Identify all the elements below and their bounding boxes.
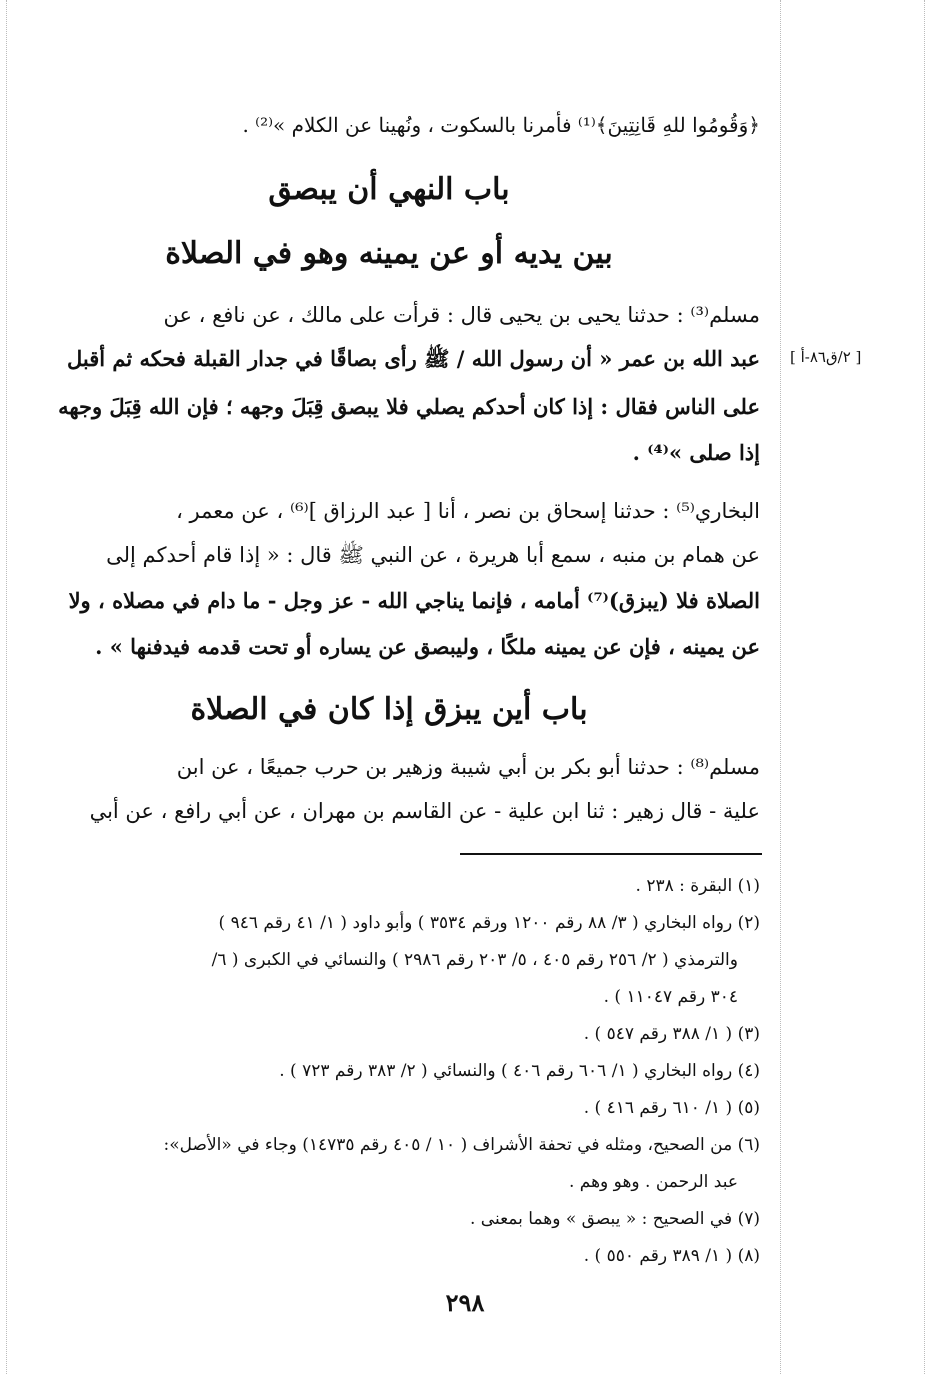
scan-edge-left (6, 0, 7, 1374)
margin-note: [ ٢/ق٨٦-أ ] (790, 348, 862, 366)
footnote: ٣٠٤ رقم ١١٠٤٧ ) . (603, 987, 738, 1007)
top-line: ﴿وَقُومُوا للهِ قَانِتِينَ﴾⁽¹⁾ فأُمرنا بالسكوت ، ونُهينا عن الكلام »⁽²⁾ . (242, 113, 760, 137)
footnote: (٥) ( ١/ ٦١٠ رقم ٤١٦ ) . (583, 1098, 760, 1118)
paragraph-line: علية - قال زهير : ثنا ابن علية - عن القاسم بن مهران ، عن أبي رافع ، عن أبي (89, 799, 760, 823)
footnote: والترمذي ( ٢/ ٢٥٦ رقم ٤٠٥ ، ٥/ ٢٠٣ رقم ٢٩٨٦ ) والنسائي في الكبرى ( ٦/ (211, 950, 738, 970)
chapter-heading-line2: بين يديه أو عن يمينه وهو في الصلاة (165, 236, 613, 271)
footnote: (٣) ( ١/ ٣٨٨ رقم ٥٤٧ ) . (583, 1024, 760, 1044)
footnote: عبد الرحمن . وهو وهم . (568, 1172, 738, 1192)
paragraph-line: مسلم⁽⁸⁾ : حدثنا أبو بكر بن أبي شيبة وزهير بن حرب جميعًا ، عن ابن (176, 755, 760, 779)
scan-edge-right (924, 0, 925, 1374)
footnote: (٧) في الصحيح : « يبصق » وهما بمعنى . (469, 1209, 760, 1229)
paragraph-line: الصلاة فلا (يبزق)⁽⁷⁾ أمامه ، فإنما يناجي الله - عز وجل - ما دام في مصلاه ، ولا (68, 588, 760, 613)
chapter-heading-line1: باب النهي أن يبصق (268, 172, 510, 207)
chapter-heading: باب أين يبزق إذا كان في الصلاة (190, 692, 588, 727)
footnote: (٢) رواه البخاري ( ٣/ ٨٨ رقم ١٢٠٠ ورقم ٣٥٣٤ ) وأبو داود ( ١/ ٤١ رقم ٩٤٦ ) (218, 913, 760, 933)
paragraph-line: البخاري⁽⁵⁾ : حدثنا إسحاق بن نصر ، أنا [ عبد الرزاق ]⁽⁶⁾ ، عن معمر ، (176, 499, 760, 523)
footnote-divider (460, 853, 762, 855)
footnote: (٤) رواه البخاري ( ١/ ٦٠٦ رقم ٤٠٦ ) والنسائي ( ٢/ ٣٨٣ رقم ٧٢٣ ) . (279, 1061, 760, 1081)
paragraph-line: عن يمينه ، فإن عن يمينه ملكًا ، وليبصق عن يساره أو تحت قدمه فيدفنها » . (95, 634, 760, 659)
scan-edge-margin (780, 0, 781, 1374)
paragraph-line: عن همام بن منبه ، سمع أبا هريرة ، عن النبي ﷺ قال : « إذا قام أحدكم إلى (106, 543, 760, 567)
paragraph-line: على الناس فقال : إذا كان أحدكم يصلي فلا يبصق قِبَلَ وجهه ؛ فإن الله قِبَلَ وجهه (58, 394, 760, 419)
paragraph-line: مسلم⁽³⁾ : حدثنا يحيى بن يحيى قال : قرأت على مالك ، عن نافع ، عن (163, 303, 760, 327)
paragraph-line: عبد الله بن عمر « أن رسول الله / ﷺ رأى بصاقًا في جدار القبلة فحكه ثم أقبل (66, 346, 760, 371)
footnote: (٨) ( ١/ ٣٨٩ رقم ٥٥٠ ) . (583, 1246, 760, 1266)
page-number: ٢٩٨ (445, 1288, 485, 1317)
paragraph-line: إذا صلى »⁽⁴⁾ . (632, 440, 760, 465)
footnote: (٦) من الصحيح، ومثله في تحفة الأشراف ( ١٠ / ٤٠٥ رقم ١٤٧٣٥) وجاء في «الأصل»: (163, 1135, 760, 1155)
footnote: (١) البقرة : ٢٣٨ . (635, 876, 760, 896)
